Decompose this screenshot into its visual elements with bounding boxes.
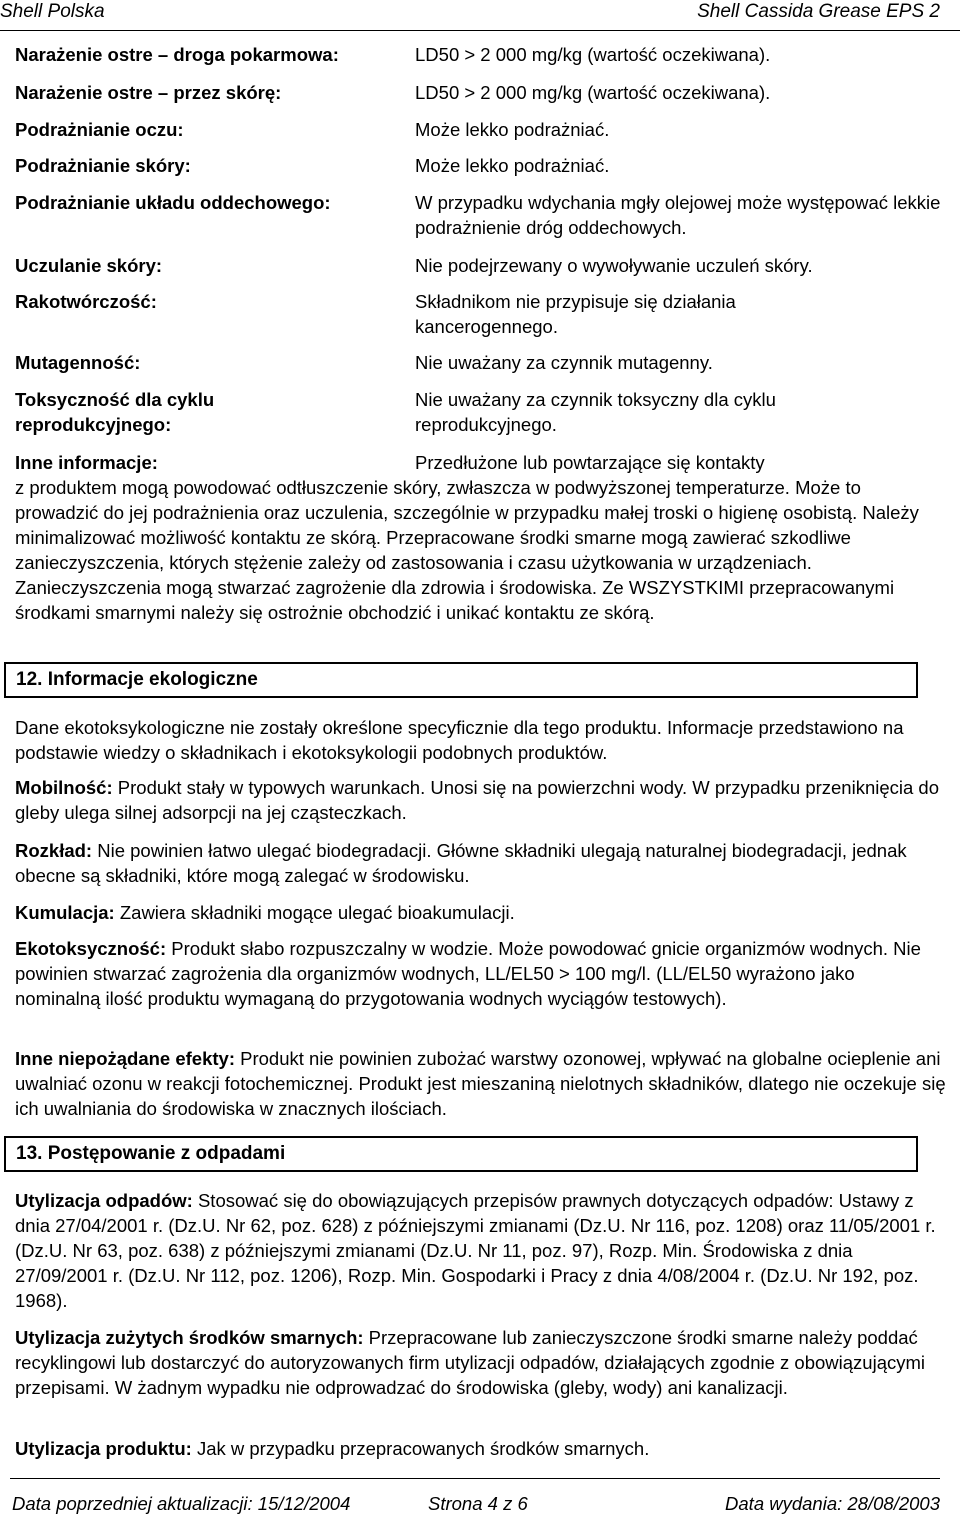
waste-disposal-paragraph — [15, 1188, 945, 1313]
used-lubricants-paragraph — [15, 1325, 945, 1400]
paragraph-label: Ekotoksyczność: — [15, 938, 167, 959]
paragraph-text: Stosować się do obowiązujących przepisów prawnych dotyczących odpadów: Ustawy z dnia 27/04/2001 r. (Dz.U. Nr 62, poz. 628) z późniejszymi zmianami (Dz.U. Nr 116, poz. 1208) oraz 11/05/2001 r. (Dz.U. Nr 63, poz. 638) z późniejszymi zmianami (Dz.U. Nr 11, poz. 97), Rozp. Min. Środowiska z dnia 27/09/2001 r. (Dz.U. Nr 112, poz. 1206), Rozp. Min. Gospodarki i Pracy z dnia 4/08/2004 r. (Dz.U. Nr 192, poz. 1968). — [15, 1190, 936, 1311]
tox-row-value: Nie podejrzewany o wywoływanie uczuleń skóry. — [415, 255, 813, 276]
other-info-lead: Przedłużone lub powtarzające się kontakty — [415, 452, 765, 473]
product-name: Shell Cassida Grease EPS 2 — [697, 1, 940, 22]
paragraph-text: Produkt słabo rozpuszczalny w wodzie. Może powodować gnicie organizmów wodnych. Nie powinien stwarzać zagrożenia dla organizmów wodnych, LL/EL50 > 100 mg/l. (LL/EL50 wyrażono jako nominalną ilość produktu wymaganą do przygotowania wodnych wyciągów testowych). — [15, 938, 921, 1009]
tox-row-value: Może lekko podrażniać. — [415, 119, 610, 140]
page-header — [0, 0, 960, 31]
tox-row-value: Nie uważany za czynnik toksyczny dla cyklu reprodukcyjnego. — [415, 389, 776, 435]
tox-row-value: Może lekko podrażniać. — [415, 155, 610, 176]
section-12-intro: Dane ekotoksykologiczne nie zostały określone specyficznie dla tego produktu. Informacje przedstawiono na podstawie wiedzy o składnikach i ekotoksykologii podobnych produktów. — [15, 717, 904, 763]
footer-divider — [10, 1478, 940, 1479]
tox-row-value: LD50 > 2 000 mg/kg (wartość oczekiwana). — [415, 44, 771, 65]
paragraph-label: Inne niepożądane efekty: — [15, 1048, 235, 1069]
paragraph-text: Przepracowane lub zanieczyszczone środki smarne należy poddać recyklingowi lub dostarczyć do autoryzowanych firm utylizacji odpadów, działających zgodnie z obowiązującymi przepisami. W żadnym wypadku nie odprowadzać do środowiska (gleby, wody) ani kanalizacji. — [15, 1327, 926, 1398]
tox-row-value: Składnikom nie przypisuje się działania kancerogennego. — [415, 291, 736, 337]
tox-row-value: Nie uważany za czynnik mutagenny. — [415, 352, 713, 373]
tox-row-value: W przypadku wdychania mgły olejowej może występować lekkie podrażnienie dróg oddechowych. — [415, 192, 941, 238]
tox-row-label: Podrażnianie układu oddechowego: — [15, 192, 331, 213]
paragraph-text: Jak w przypadku przepracowanych środków smarnych. — [196, 1438, 650, 1459]
tox-row-label: Toksyczność dla cyklu reprodukcyjnego: — [15, 389, 215, 435]
tox-row-label: Uczulanie skóry: — [15, 255, 163, 276]
tox-row-label: Rakotwórczość: — [15, 291, 157, 312]
section-13-heading: 13. Postępowanie z odpadami — [4, 1136, 918, 1172]
tox-row-label: Podrażnianie skóry: — [15, 155, 191, 176]
footer-issue-date: Data wydania: 28/08/2003 — [725, 1493, 940, 1514]
other-info-label: Inne informacje: — [15, 452, 158, 473]
paragraph-label: Rozkład: — [15, 840, 93, 861]
other-effects-paragraph — [15, 1046, 960, 1121]
tox-row-label: Narażenie ostre – przez skórę: — [15, 82, 282, 103]
paragraph-label: Kumulacja: — [15, 902, 115, 923]
section-12-heading: 12. Informacje ekologiczne — [4, 662, 918, 698]
paragraph-text: Zawiera składniki mogące ulegać bioakumulacji. — [119, 902, 515, 923]
other-info-block — [15, 450, 945, 625]
tox-row-label: Mutagenność: — [15, 352, 141, 373]
paragraph-label: Utylizacja zużytych środków smarnych: — [15, 1327, 364, 1348]
footer-previous-update: Data poprzedniej aktualizacji: 15/12/2004 — [12, 1493, 351, 1514]
paragraph-label: Utylizacja produktu: — [15, 1438, 192, 1459]
product-disposal-paragraph — [15, 1436, 945, 1461]
paragraph-text: Nie powinien łatwo ulegać biodegradacji. Główne składniki ulegają naturalnej biodegradacji, jednak obecne są składniki, które mogą zalegać w środowisku. — [15, 840, 907, 886]
paragraph-label: Utylizacja odpadów: — [15, 1190, 193, 1211]
tox-row-label: Narażenie ostre – droga pokarmowa: — [15, 44, 339, 65]
footer-page-number: Strona 4 z 6 — [428, 1493, 528, 1514]
other-info-text: z produktem mogą powodować odtłuszczenie skóry, zwłaszcza w podwyższonej temperaturze. Może to prowadzić do jej podrażnienia oraz uczulenia, szczególnie w przypadku małej troski o higienę osobistą. Należy minimalizować możliwość kontaktu ze skórą. Przepracowane środki smarne mogą zawierać szkodliwe zanieczyszczenia, których stężenie zależy od zastosowania i czasu użytkowania w urządzeniach. Zanieczyszczenia mogą stwarzać zagrożenie dla zdrowia i środowiska. Ze WSZYSTKIMI przepracowanymi środkami smarnymi należy się ostrożnie obchodzić i unikać kontaktu ze skórą. — [15, 477, 919, 623]
accumulation-paragraph — [15, 900, 945, 925]
degradation-paragraph — [15, 838, 945, 888]
mobility-paragraph — [15, 775, 945, 825]
paragraph-text: Produkt nie powinien zubożać warstwy ozonowej, wpływać na globalne ocieplenie ani uwalniać ozonu w reakcji fotochemicznej. Produkt jest mieszaniną nielotnych składników, dlatego nie oczekuje się ich uwalniania do środowiska w znacznych ilościach. — [15, 1048, 946, 1119]
tox-row-label: Podrażnianie oczu: — [15, 119, 184, 140]
paragraph-text: Produkt stały w typowych warunkach. Unosi się na powierzchni wody. W przypadku przeniknięcia do gleby ulega silnej adsorpcji na jej cząsteczkach. — [15, 777, 940, 823]
paragraph-label: Mobilność: — [15, 777, 113, 798]
ecotoxicity-paragraph — [15, 936, 945, 1011]
company-name: Shell Polska — [0, 1, 105, 22]
tox-row-value: LD50 > 2 000 mg/kg (wartość oczekiwana). — [415, 82, 771, 103]
